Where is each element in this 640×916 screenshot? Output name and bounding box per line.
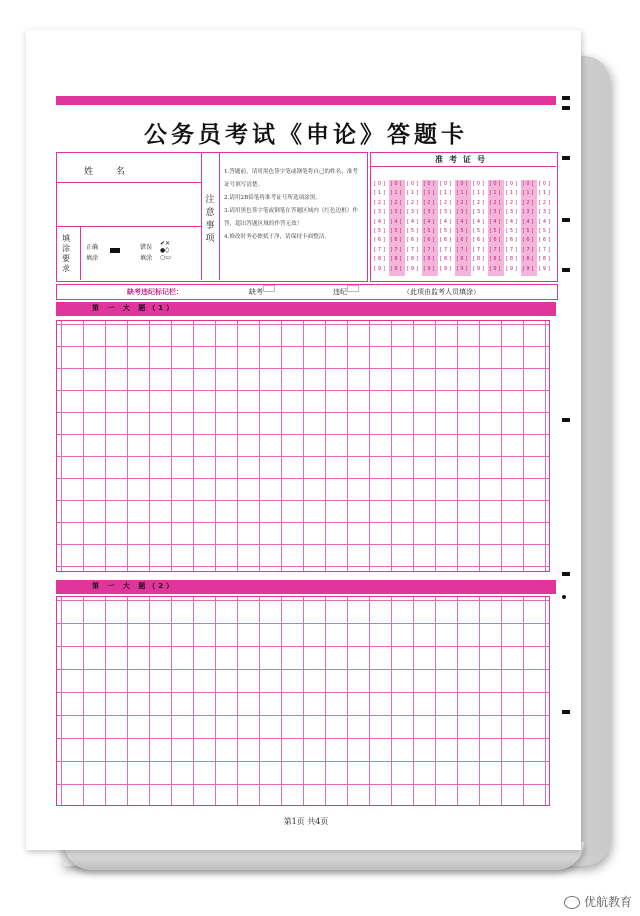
digit-bubble[interactable]: [ 8 ]	[440, 255, 451, 263]
note-item: 2.请用2B铅笔将准考证号所选项涂黑。	[224, 195, 321, 201]
digit-bubble[interactable]: [ 7 ]	[440, 246, 451, 254]
digit-bubble[interactable]: [ 5 ]	[440, 227, 451, 235]
timing-mark	[562, 710, 570, 714]
digit-bubble[interactable]: [ 6 ]	[424, 236, 435, 244]
digit-bubble[interactable]: [ 5 ]	[523, 227, 534, 235]
digit-bubble[interactable]: [ 8 ]	[539, 255, 550, 263]
correct-fill-mark	[110, 248, 120, 253]
digit-bubble[interactable]: [ 0 ]	[490, 180, 501, 188]
digit-bubble[interactable]: [ 6 ]	[391, 236, 402, 244]
digit-bubble[interactable]: [ 2 ]	[374, 199, 385, 207]
digit-bubble[interactable]: [ 9 ]	[407, 265, 418, 273]
digit-bubble[interactable]: [ 2 ]	[539, 199, 550, 207]
timing-mark	[562, 218, 570, 222]
digit-bubble[interactable]: [ 9 ]	[539, 265, 550, 273]
timing-mark	[562, 572, 570, 576]
exam-number-column	[471, 180, 487, 276]
digit-bubble[interactable]: [ 4 ]	[490, 218, 501, 226]
digit-bubble[interactable]: [ 5 ]	[473, 227, 484, 235]
digit-bubble[interactable]: [ 1 ]	[490, 189, 501, 197]
correct-fill-label: 正确 填涂	[86, 244, 99, 262]
digit-bubble[interactable]: [ 5 ]	[391, 227, 402, 235]
digit-bubble[interactable]: [ 7 ]	[407, 246, 418, 254]
digit-bubble[interactable]: [ 2 ]	[523, 199, 534, 207]
digit-bubble[interactable]: [ 9 ]	[374, 265, 385, 273]
watermark	[564, 893, 632, 910]
exam-number-column	[504, 180, 520, 276]
digit-bubble[interactable]: [ 3 ]	[457, 208, 468, 216]
digit-bubble[interactable]: [ 9 ]	[391, 265, 402, 273]
digit-bubble[interactable]: [ 6 ]	[490, 236, 501, 244]
digit-bubble[interactable]: [ 3 ]	[490, 208, 501, 216]
digit-bubble[interactable]: [ 5 ]	[490, 227, 501, 235]
exam-number-column	[521, 180, 537, 276]
digit-bubble[interactable]: [ 7 ]	[424, 246, 435, 254]
exam-number-column	[537, 180, 553, 276]
digit-bubble[interactable]: [ 9 ]	[440, 265, 451, 273]
exam-number-column	[455, 180, 471, 276]
digit-bubble[interactable]: [ 8 ]	[374, 255, 385, 263]
digit-bubble[interactable]: [ 2 ]	[424, 199, 435, 207]
exam-number-column	[438, 180, 454, 276]
violation-checkbox[interactable]	[347, 285, 359, 292]
digit-bubble[interactable]: [ 8 ]	[391, 255, 402, 263]
digit-bubble[interactable]: [ 7 ]	[391, 246, 402, 254]
digit-bubble[interactable]: [ 5 ]	[506, 227, 517, 235]
digit-bubble[interactable]: [ 2 ]	[391, 199, 402, 207]
absent-label: 缺考	[249, 288, 263, 296]
digit-bubble[interactable]: [ 6 ]	[506, 236, 517, 244]
violation-label: 违纪	[333, 288, 347, 296]
digit-bubble[interactable]: [ 0 ]	[506, 180, 517, 188]
answer-sheet	[26, 30, 581, 850]
digit-bubble[interactable]: [ 7 ]	[506, 246, 517, 254]
digit-bubble[interactable]: [ 3 ]	[473, 208, 484, 216]
exam-number-column	[389, 180, 405, 276]
digit-bubble[interactable]: [ 9 ]	[424, 265, 435, 273]
digit-bubble[interactable]: [ 2 ]	[473, 199, 484, 207]
digit-bubble[interactable]: [ 3 ]	[424, 208, 435, 216]
absent-checkbox[interactable]	[263, 285, 275, 292]
note-item: 1.答题前，请用黑色签字笔或钢笔将自己的姓名、准考证号填写清楚。	[224, 169, 358, 188]
digit-bubble[interactable]: [ 0 ]	[374, 180, 385, 188]
digit-bubble[interactable]: [ 7 ]	[490, 246, 501, 254]
section-label: 第 一 大 题（1）	[92, 304, 177, 312]
digit-bubble[interactable]: [ 0 ]	[440, 180, 451, 188]
digit-bubble[interactable]: [ 8 ]	[523, 255, 534, 263]
digit-bubble[interactable]: [ 1 ]	[440, 189, 451, 197]
digit-bubble[interactable]: [ 3 ]	[391, 208, 402, 216]
digit-bubble[interactable]: [ 2 ]	[407, 199, 418, 207]
section-label: 第 一 大 题（2）	[92, 582, 177, 590]
digit-bubble[interactable]: [ 8 ]	[407, 255, 418, 263]
digit-bubble[interactable]: [ 9 ]	[490, 265, 501, 273]
digit-bubble[interactable]: [ 7 ]	[457, 246, 468, 254]
digit-bubble[interactable]: [ 1 ]	[374, 189, 385, 197]
digit-bubble[interactable]: [ 2 ]	[440, 199, 451, 207]
digit-bubble[interactable]: [ 4 ]	[506, 218, 517, 226]
digit-bubble[interactable]: [ 5 ]	[457, 227, 468, 235]
watermark-text: 优航教育	[583, 895, 632, 909]
digit-bubble[interactable]: [ 3 ]	[539, 208, 550, 216]
digit-bubble[interactable]: [ 1 ]	[506, 189, 517, 197]
digit-bubble[interactable]: [ 2 ]	[490, 199, 501, 207]
exam-number-column	[422, 180, 438, 276]
divider	[201, 152, 202, 280]
digit-bubble[interactable]: [ 7 ]	[473, 246, 484, 254]
absent-row-note: （此项由监考人员填涂）	[403, 288, 480, 296]
digit-bubble[interactable]: [ 2 ]	[506, 199, 517, 207]
digit-bubble[interactable]: [ 7 ]	[374, 246, 385, 254]
digit-bubble[interactable]: [ 6 ]	[539, 236, 550, 244]
timing-mark	[562, 156, 570, 160]
digit-bubble[interactable]: [ 3 ]	[506, 208, 517, 216]
digit-bubble[interactable]: [ 8 ]	[506, 255, 517, 263]
digit-bubble[interactable]: [ 5 ]	[539, 227, 550, 235]
digit-bubble[interactable]: [ 1 ]	[391, 189, 402, 197]
digit-bubble[interactable]: [ 4 ]	[374, 218, 385, 226]
section-bar	[56, 302, 556, 316]
digit-bubble[interactable]: [ 1 ]	[523, 189, 534, 197]
digit-bubble[interactable]: [ 7 ]	[539, 246, 550, 254]
divider	[219, 152, 220, 280]
answer-grid-1[interactable]	[56, 320, 550, 572]
absent-violation-row	[56, 284, 558, 300]
answer-grid-2[interactable]	[56, 596, 550, 806]
note-item: 3.请用黑色签字笔或钢笔在答题区域内（红色边框）作答，超出答题区域的作答无效！	[224, 208, 358, 227]
digit-bubble[interactable]: [ 6 ]	[473, 236, 484, 244]
fill-requirement-label: 填涂要求	[62, 234, 70, 273]
divider	[56, 182, 201, 183]
sheet-title: 公务员考试《申论》答题卡	[144, 121, 468, 148]
digit-bubble[interactable]: [ 9 ]	[506, 265, 517, 273]
exam-number-column	[372, 180, 388, 276]
digit-bubble[interactable]: [ 4 ]	[457, 218, 468, 226]
digit-bubble[interactable]: [ 6 ]	[407, 236, 418, 244]
timing-mark	[562, 418, 570, 422]
digit-bubble[interactable]: [ 0 ]	[424, 180, 435, 188]
digit-bubble[interactable]: [ 0 ]	[523, 180, 534, 188]
digit-bubble[interactable]: [ 6 ]	[457, 236, 468, 244]
digit-bubble[interactable]: [ 3 ]	[440, 208, 451, 216]
digit-bubble[interactable]: [ 1 ]	[424, 189, 435, 197]
digit-bubble[interactable]: [ 1 ]	[539, 189, 550, 197]
digit-bubble[interactable]: [ 6 ]	[374, 236, 385, 244]
digit-bubble[interactable]: [ 4 ]	[391, 218, 402, 226]
digit-bubble[interactable]: [ 6 ]	[440, 236, 451, 244]
timing-mark	[562, 106, 570, 110]
divider	[80, 226, 81, 280]
digit-bubble[interactable]: [ 4 ]	[440, 218, 451, 226]
digit-bubble[interactable]: [ 9 ]	[473, 265, 484, 273]
digit-bubble[interactable]: [ 0 ]	[473, 180, 484, 188]
wechat-icon	[564, 896, 580, 909]
exam-number-label: 准考证号	[435, 155, 491, 164]
digit-bubble[interactable]: [ 4 ]	[523, 218, 534, 226]
digit-bubble[interactable]: [ 9 ]	[457, 265, 468, 273]
digit-bubble[interactable]: [ 3 ]	[374, 208, 385, 216]
digit-bubble[interactable]: [ 8 ]	[490, 255, 501, 263]
digit-bubble[interactable]: [ 8 ]	[424, 255, 435, 263]
notes-list	[224, 166, 362, 244]
digit-bubble[interactable]: [ 4 ]	[473, 218, 484, 226]
dot-marker	[562, 595, 566, 599]
digit-bubble[interactable]: [ 9 ]	[523, 265, 534, 273]
notice-label: 注意事项	[205, 195, 215, 244]
violation-box-group	[333, 285, 347, 299]
timing-mark	[562, 96, 570, 100]
note-item: 4.修改时务必擦拭干净，请保持卡面整洁。	[224, 234, 331, 240]
digit-bubble[interactable]: [ 3 ]	[407, 208, 418, 216]
absent-box-group	[249, 285, 263, 299]
digit-bubble[interactable]: [ 4 ]	[539, 218, 550, 226]
digit-bubble[interactable]: [ 3 ]	[523, 208, 534, 216]
digit-bubble[interactable]: [ 4 ]	[407, 218, 418, 226]
digit-bubble[interactable]: [ 0 ]	[457, 180, 468, 188]
absent-row-label: 缺考违纪标记栏：	[127, 288, 183, 296]
digit-bubble[interactable]: [ 5 ]	[407, 227, 418, 235]
digit-bubble[interactable]: [ 1 ]	[407, 189, 418, 197]
digit-bubble[interactable]: [ 0 ]	[407, 180, 418, 188]
digit-bubble[interactable]: [ 5 ]	[424, 227, 435, 235]
wrong-fill-label: 错误 填涂	[140, 244, 153, 262]
divider	[56, 226, 201, 227]
digit-bubble[interactable]: [ 7 ]	[523, 246, 534, 254]
digit-bubble[interactable]: [ 0 ]	[539, 180, 550, 188]
digit-bubble[interactable]: [ 5 ]	[374, 227, 385, 235]
exam-number-column	[488, 180, 504, 276]
digit-bubble[interactable]: [ 8 ]	[473, 255, 484, 263]
timing-mark	[562, 268, 570, 272]
page-footer: 第1页 共4页	[283, 817, 329, 826]
digit-bubble[interactable]: [ 6 ]	[523, 236, 534, 244]
section-bar	[56, 580, 556, 594]
digit-bubble[interactable]: [ 4 ]	[424, 218, 435, 226]
wrong-fill-marks-icon: ✔✕ ●⬯ ○▭	[160, 240, 171, 261]
digit-bubble[interactable]: [ 1 ]	[473, 189, 484, 197]
digit-bubble[interactable]: [ 8 ]	[457, 255, 468, 263]
name-label: 姓 名	[84, 167, 135, 177]
exam-number-column	[405, 180, 421, 276]
top-color-bar	[56, 96, 556, 105]
digit-bubble[interactable]: [ 2 ]	[457, 199, 468, 207]
digit-bubble[interactable]: [ 1 ]	[457, 189, 468, 197]
digit-bubble[interactable]: [ 0 ]	[391, 180, 402, 188]
divider	[370, 166, 556, 167]
